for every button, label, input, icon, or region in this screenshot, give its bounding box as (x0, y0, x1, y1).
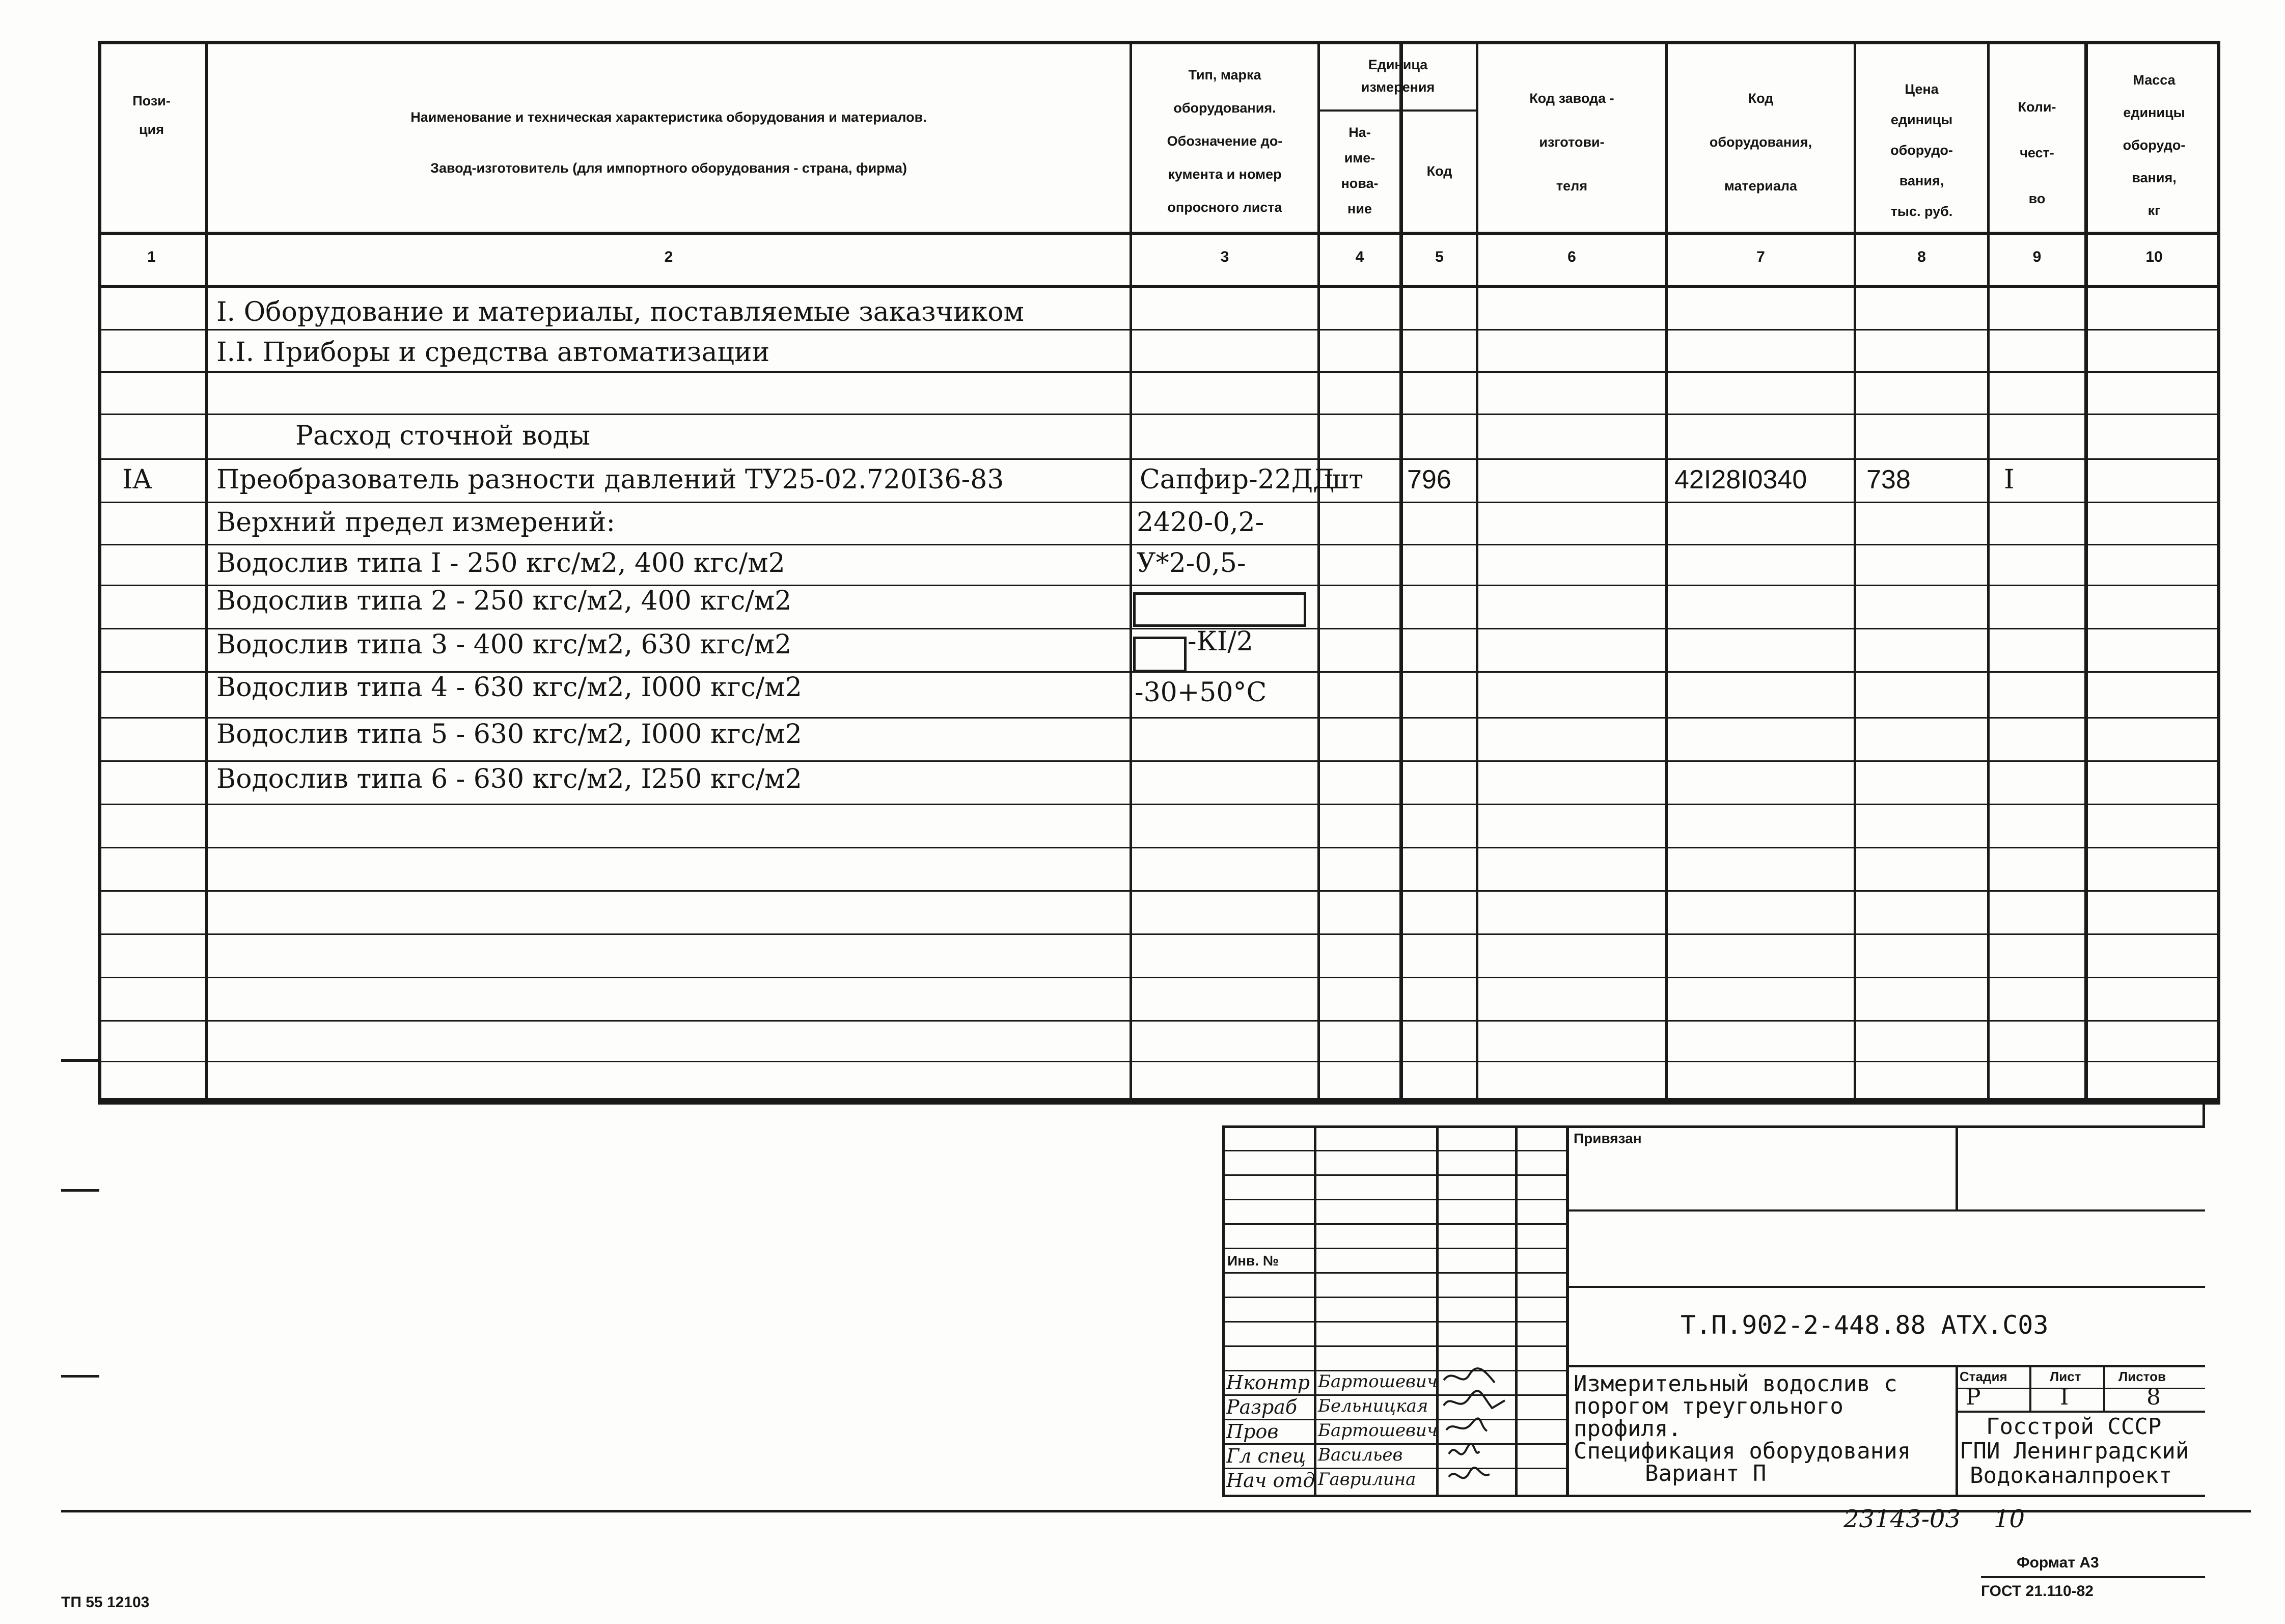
sheets-label: Листов (2118, 1369, 2166, 1384)
header-col10-line: оборудо- (2123, 137, 2186, 153)
header-bottom-line (98, 232, 2220, 235)
gost-label: ГОСТ 21.110-82 (1981, 1583, 2094, 1600)
tb-vline (1222, 1125, 1225, 1497)
row-line (98, 1020, 2220, 1022)
tb-hline (1222, 1150, 1566, 1151)
tp-code: ТП 55 12103 (61, 1594, 150, 1611)
inv-no-label: Инв. № (1227, 1253, 1279, 1269)
header-col8-line: Цена (1905, 81, 1939, 97)
table-bottom-line (98, 1102, 2220, 1105)
tb-hline (1956, 1411, 2205, 1413)
row-line (98, 933, 2220, 935)
row-line (98, 760, 2220, 762)
row-line (98, 717, 2220, 719)
colnum-4: 4 (1355, 249, 1364, 265)
colnum-1: 1 (147, 249, 156, 265)
header-col5: Код (1426, 163, 1452, 179)
role-nach-otd: Нач отд (1226, 1469, 1315, 1492)
row-equipment-code: 42I28I0340 (1674, 465, 1807, 494)
stage-value: Р (1966, 1384, 1981, 1410)
tb-hline (1222, 1174, 1566, 1176)
tb-hline (1222, 1199, 1566, 1200)
tb-hline (1222, 1297, 1566, 1298)
signatures-graphic (1439, 1365, 1566, 1492)
header-col6-line: изготови- (1539, 134, 1605, 150)
format-underline (1981, 1576, 2205, 1578)
privyazan-label: Привязан (1574, 1131, 1642, 1146)
colnum-3: 3 (1220, 249, 1229, 265)
org-line: Водоканалпроект (1970, 1463, 2172, 1489)
colnum-8: 8 (1917, 249, 1926, 265)
header-col4-line: На- (1348, 125, 1371, 140)
header-col10 (2088, 64, 2220, 227)
row-qty: I (2004, 464, 2015, 495)
row-code: 796 (1407, 465, 1451, 494)
org-line: Госстрой СССР (1986, 1414, 2162, 1440)
header-col9 (1990, 84, 2084, 222)
header-col2-line: Наименование и техническая характеристика оборудования и материалов. (410, 109, 927, 125)
handwritten-number: 23143-03 (1843, 1505, 1961, 1533)
row-line (98, 458, 2220, 460)
row-line (98, 847, 2220, 848)
document-code: Т.П.902-2-448.88 АТХ.С03 (1681, 1310, 2049, 1340)
sheet-label: Лист (2050, 1369, 2081, 1384)
colnum-6: 6 (1567, 249, 1576, 265)
header-col3-line: кумента и номер (1168, 167, 1282, 182)
header-col8-line: тыс. руб. (1890, 204, 1953, 219)
col-line-9 (2084, 41, 2088, 1102)
edge-tick (61, 1189, 99, 1192)
header-col1-line: ция (139, 122, 164, 137)
row-name: Преобразователь разности давлений ТУ25-02.720I36-83 (216, 464, 1004, 495)
header-unit-group-line: Единица (1368, 57, 1428, 72)
row-unit: шт (1324, 464, 1364, 495)
sheets-value: 8 (2146, 1384, 2161, 1410)
header-col10-line: кг (2148, 203, 2161, 218)
tb-hline (1222, 1495, 2205, 1497)
row-type: 2420-0,2- (1137, 507, 1264, 538)
row-name: Расход сточной воды (295, 421, 591, 451)
header-col8 (1856, 74, 1987, 227)
header-col6-line: теля (1556, 178, 1588, 194)
header-col3-line: Тип, марка (1188, 67, 1261, 82)
row-name: Водослив типа 2 - 250 кгс/м2, 400 кгс/м2 (216, 586, 792, 616)
row-name: Водослив типа 4 - 630 кгс/м2, I000 кгс/м2 (216, 672, 802, 703)
title-line: Спецификация оборудования (1574, 1438, 1911, 1464)
header-col7 (1668, 76, 1854, 208)
row-line (98, 414, 2220, 415)
edge-tick (61, 1375, 99, 1378)
header-col3-line: оборудования. (1173, 100, 1276, 116)
tb-hline (1568, 1365, 2205, 1367)
col-45-subdivider (1318, 109, 1477, 112)
name-1: Бартошевич (1318, 1371, 1438, 1392)
tb-vline (1314, 1125, 1316, 1497)
header-col6 (1478, 76, 1665, 208)
row-type: У*2-0,5- (1137, 548, 1246, 579)
colnum-2: 2 (664, 249, 673, 265)
blank-box (1133, 592, 1306, 627)
header-col9-line: во (2028, 191, 2046, 206)
header-col8-line: оборудо- (1890, 143, 1953, 158)
row-line (98, 371, 2220, 373)
row-pos: IA (122, 464, 152, 495)
format-label: Формат А3 (2017, 1554, 2099, 1571)
col-line-1 (205, 41, 208, 1102)
edge-tick (61, 1059, 99, 1062)
header-col9-line: Коли- (2018, 99, 2056, 115)
tb-hline (1222, 1345, 1566, 1347)
blank-box-small (1133, 637, 1187, 672)
row-line (98, 329, 2220, 331)
row-line (98, 544, 2220, 545)
header-col4-line: ние (1347, 201, 1372, 216)
stage-label: Стадия (1960, 1369, 2007, 1384)
header-col8-line: вания, (1899, 173, 1944, 188)
header-col1-line: Пози- (132, 93, 171, 108)
header-col6-line: Код завода - (1529, 91, 1614, 106)
colnum-10: 10 (2145, 249, 2163, 265)
tb-top-line (1222, 1125, 2205, 1128)
row-name: Водослив типа 3 - 400 кгс/м2, 630 кгс/м2 (216, 629, 792, 660)
role-n-kontr: Нконтр (1226, 1371, 1310, 1394)
role-razrab: Разраб (1226, 1396, 1298, 1418)
header-col4 (1320, 120, 1399, 222)
name-2: Бельницкая (1318, 1396, 1428, 1416)
row-name: I.I. Приборы и средства автоматизации (216, 337, 770, 368)
header-col1 (98, 87, 205, 144)
header-col4-line: име- (1344, 150, 1375, 166)
header-col10-line: единицы (2123, 105, 2185, 120)
header-col10-line: Масса (2133, 72, 2176, 88)
row-line (98, 977, 2220, 978)
sheet-value: I (2060, 1384, 2069, 1410)
row-name: Верхний предел измерений: (216, 507, 615, 538)
row-name: Водослив типа 6 - 630 кгс/м2, I250 кгс/м2 (216, 764, 802, 794)
title-line: Измерительный водослив с (1574, 1371, 1897, 1397)
row-line (98, 804, 2220, 805)
colnum-bottom-line (98, 285, 2220, 288)
row-line (98, 502, 2220, 503)
row-line (98, 1061, 2220, 1062)
row-type: Сапфир-22ДД (1140, 464, 1335, 495)
tb-hline (1222, 1321, 1566, 1323)
tb-hline (1222, 1272, 1566, 1274)
header-col3-line: опросного листа (1167, 200, 1282, 215)
row-type: -КI/2 (1188, 626, 1253, 657)
colnum-9: 9 (2032, 249, 2042, 265)
header-col3 (1132, 59, 1317, 224)
colnum-5: 5 (1435, 249, 1444, 265)
tb-hline (1568, 1286, 2205, 1288)
colnum-7: 7 (1756, 249, 1765, 265)
handwritten-sheet: 10 (1994, 1505, 2025, 1533)
header-col8-line: единицы (1890, 112, 1953, 127)
tb-hline (1956, 1388, 2205, 1389)
col-line-4 (1399, 41, 1403, 1102)
org-line: ГПИ Ленинградский (1960, 1438, 2189, 1464)
row-price: 738 (1866, 465, 1911, 494)
header-unit-group (1320, 53, 1476, 98)
role-gl-spec: Гл спец (1226, 1445, 1306, 1467)
sheet-right-stub (2203, 1102, 2205, 1125)
title-block (1222, 1125, 2205, 1497)
tb-hline (1222, 1248, 1566, 1249)
title-line: профиля. (1574, 1416, 1682, 1442)
role-prov: Пров (1226, 1420, 1279, 1443)
header-col4-line: нова- (1341, 176, 1379, 191)
header-col2-line: Завод-изготовитель (для импортного оборудования - страна, фирма) (430, 160, 907, 176)
title-line: Вариант П (1645, 1461, 1767, 1487)
header-col9-line: чест- (2020, 145, 2054, 160)
tb-hline (1568, 1209, 2205, 1212)
title-line: порогом треугольного (1574, 1393, 1843, 1419)
header-col7-line: оборудования, (1709, 134, 1812, 150)
tb-vline (1956, 1125, 1958, 1209)
tb-vline (1956, 1365, 1958, 1497)
header-col2 (208, 92, 1130, 194)
header-col7-line: материала (1724, 178, 1798, 194)
row-type: -30+50°C (1135, 677, 1267, 708)
tb-vline (1566, 1125, 1569, 1497)
header-unit-group-line: измерения (1361, 79, 1435, 95)
row-line (98, 890, 2220, 892)
row-name: I. Оборудование и материалы, поставляемые заказчиком (216, 297, 1024, 327)
header-col10-line: вания, (2132, 170, 2177, 185)
row-name: Водослив типа 5 - 630 кгс/м2, I000 кгс/м2 (216, 719, 802, 750)
header-col7-line: Код (1748, 91, 1774, 106)
header-col3-line: Обозначение до- (1167, 133, 1283, 149)
name-4: Васильев (1318, 1445, 1403, 1465)
name-5: Гаврилина (1318, 1469, 1416, 1490)
name-3: Бартошевич (1318, 1420, 1438, 1441)
tb-hline (1222, 1223, 1566, 1225)
row-name: Водослив типа I - 250 кгс/м2, 400 кгс/м2 (216, 548, 785, 579)
